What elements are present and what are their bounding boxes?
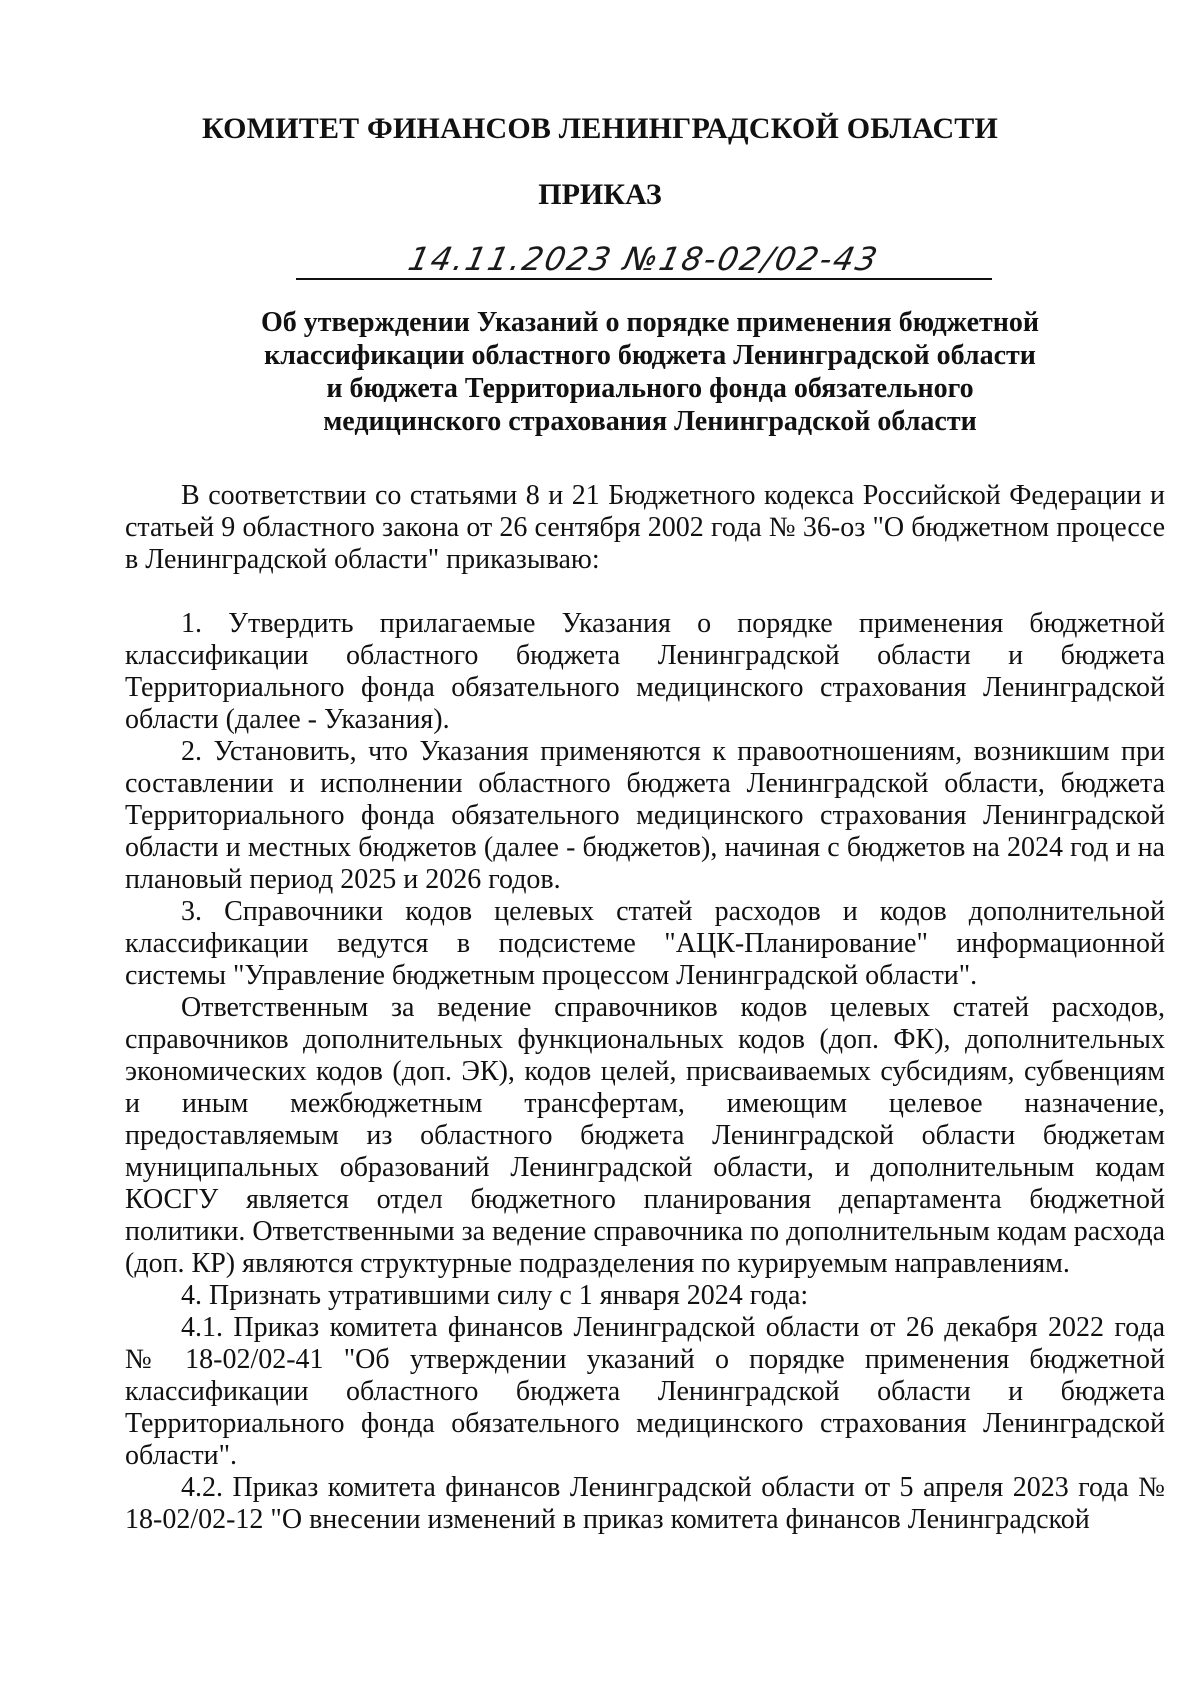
handwritten-date-number: 14.11.2023 №18-02/02-43 <box>405 240 883 278</box>
subject-line: и бюджета Территориального фонда обязательного <box>326 373 974 404</box>
date-number-line <box>296 240 992 280</box>
subject-line: медицинского страхования Ленинградской области <box>323 406 977 437</box>
subject-line: классификации областного бюджета Ленинградской области <box>264 340 1036 371</box>
responsibility-paragraph: Ответственным за ведение справочников кодов целевых статей расходов, справочников дополнительных функциональных кодов (доп. ФК), дополнительных экономических кодов (доп. ЭК), кодов целей, присваиваемых субсидиям, субвенциям и иным межбюджетным трансфертам, имеющим целевое назначение, предоставляемым из областного бюджета Ленинградской области бюджетам муниципальных образований Ленинградской области, и дополнительным кодам КОСГУ является отдел бюджетного планирования департамента бюджетной политики. Ответственными за ведение справочника по дополнительным кодам расхода (доп. КР) являются структурные подразделения по курируемым направлениям. <box>125 992 1165 1279</box>
document-subject <box>200 306 1100 438</box>
document-body <box>125 480 1165 1536</box>
organization-title: КОМИТЕТ ФИНАНСОВ ЛЕНИНГРАДСКОЙ ОБЛАСТИ <box>201 112 999 145</box>
subject-line: Об утверждении Указаний о порядке применения бюджетной <box>260 307 1040 338</box>
clause-1-paragraph: 1. Утвердить прилагаемые Указания о порядке применения бюджетной классификации областного бюджета Ленинградской области и бюджета Территориального фонда обязательного медицинского страхования Ленинградской области (далее - Указания). <box>125 608 1165 735</box>
clause-3-paragraph: 3. Справочники кодов целевых статей расходов и кодов дополнительной классификации ведутся в подсистеме "АЦК-Планирование" информационной системы "Управление бюджетным процессом Ленинградской области". <box>125 896 1165 991</box>
clause-4-2-paragraph: 4.2. Приказ комитета финансов Ленинградской области от 5 апреля 2023 года № 18-02/02-12 "О внесении изменений в приказ комитета финансов Ленинградской <box>125 1472 1165 1535</box>
clause-4-paragraph: 4. Признать утратившими силу с 1 января 2024 года: <box>181 1280 809 1311</box>
document-type: ПРИКАЗ <box>538 178 662 211</box>
preamble-paragraph: В соответствии со статьями 8 и 21 Бюджетного кодекса Российской Федерации и статьей 9 областного закона от 26 сентября 2002 года № 36-оз "О бюджетном процессе в Ленинградской области" приказываю: <box>125 480 1165 575</box>
clause-2-paragraph: 2. Установить, что Указания применяются к правоотношениям, возникшим при составлении и исполнении областного бюджета Ленинградской области, бюджета Территориального фонда обязательного медицинского страхования Ленинградской области и местных бюджетов (далее - бюджетов), начиная с бюджетов на 2024 год и на плановый период 2025 и 2026 годов. <box>125 736 1165 895</box>
clause-4-1-paragraph: 4.1. Приказ комитета финансов Ленинградской области от 26 декабря 2022 года № 18-02/02-41 "Об утверждении указаний о порядке применения бюджетной классификации областного бюджета Ленинградской области и бюджета Территориального фонда обязательного медицинского страхования Ленинградской области". <box>125 1312 1165 1471</box>
